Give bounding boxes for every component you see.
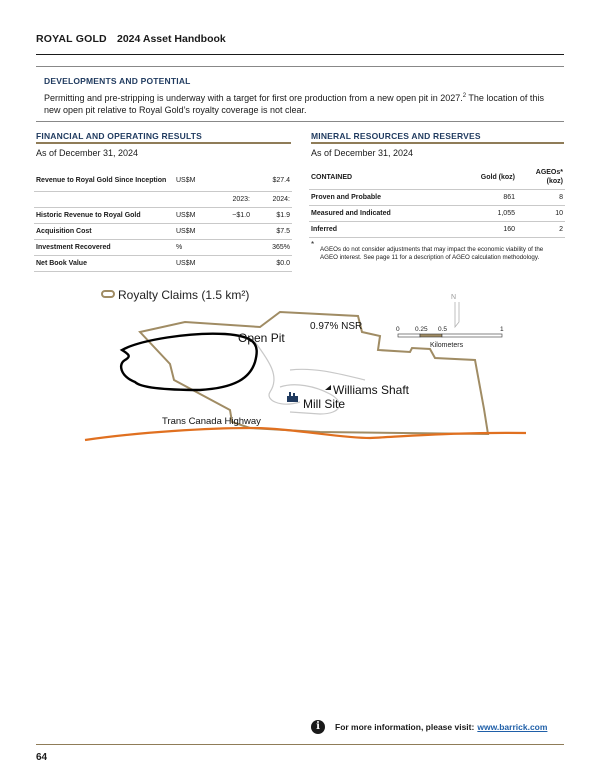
table-row bbox=[34, 170, 292, 192]
col-contained: CONTAINED bbox=[309, 165, 459, 190]
section-divider bbox=[36, 66, 564, 67]
header-rule bbox=[36, 54, 564, 55]
footer-text: For more information, please visit: bbox=[335, 722, 475, 732]
table-row bbox=[34, 224, 292, 240]
financial-as-of: As of December 31, 2024 bbox=[36, 148, 139, 158]
developments-text-2: The location of this new open pit relative to Royal Gold’s royalty coverage is not clear. bbox=[44, 93, 544, 115]
col-gold: Gold (koz) bbox=[459, 165, 517, 190]
mineral-as-of: As of December 31, 2024 bbox=[311, 148, 414, 158]
row-2023 bbox=[210, 224, 252, 240]
footnote-text: AGEOs do not consider adjustments that may impact the economic viability of the AGEO interest. See page 11 for a description of AGEO calculation methodology. bbox=[320, 246, 544, 261]
table-row bbox=[309, 190, 565, 206]
col-ageos: AGEOs* (koz) bbox=[517, 165, 565, 190]
row-label: Proven and Probable bbox=[309, 190, 459, 206]
developments-text-1: Permitting and pre-stripping is underway with a target for first ore production from a new open pit in 2027. bbox=[44, 93, 463, 103]
row-2023 bbox=[210, 240, 252, 256]
row-2024: $1.9 bbox=[252, 208, 292, 224]
row-gold: 861 bbox=[459, 190, 517, 206]
row-unit: % bbox=[174, 240, 210, 256]
row-label: Net Book Value bbox=[34, 256, 174, 272]
table-row bbox=[309, 222, 565, 238]
row-label: Measured and Indicated bbox=[309, 206, 459, 222]
table-row bbox=[34, 240, 292, 256]
mineral-rule bbox=[311, 142, 564, 144]
row-2023 bbox=[210, 256, 252, 272]
scale-unit: Kilometers bbox=[430, 342, 464, 349]
row-ageos: 8 bbox=[517, 190, 565, 206]
developments-body bbox=[44, 90, 554, 116]
row-2024: 2024: bbox=[252, 192, 292, 208]
legend-swatch bbox=[102, 291, 114, 297]
row-unit bbox=[174, 192, 210, 208]
highway-line bbox=[85, 428, 526, 440]
row-2023: 2023: bbox=[210, 192, 252, 208]
row-label: Acquisition Cost bbox=[34, 224, 174, 240]
road bbox=[290, 369, 365, 380]
mineral-table bbox=[309, 165, 565, 238]
row-label: Historic Revenue to Royal Gold bbox=[34, 208, 174, 224]
info-icon: i bbox=[311, 720, 325, 734]
table-row bbox=[34, 192, 292, 208]
financial-table bbox=[34, 170, 292, 272]
table-header-row bbox=[309, 165, 565, 190]
financial-rule bbox=[36, 142, 291, 144]
nsr-label: 0.97% NSR bbox=[310, 321, 363, 332]
company-name: ROYAL GOLD bbox=[36, 33, 107, 45]
row-ageos: 2 bbox=[517, 222, 565, 238]
table-row bbox=[309, 206, 565, 222]
financial-heading: FINANCIAL AND OPERATING RESULTS bbox=[36, 131, 202, 141]
mill-site-label: Mill Site bbox=[303, 397, 346, 411]
mill-icon bbox=[287, 392, 298, 402]
row-ageos: 10 bbox=[517, 206, 565, 222]
highway-label: Trans Canada Highway bbox=[162, 416, 261, 427]
open-pit-label: Open Pit bbox=[238, 331, 285, 345]
row-gold: 160 bbox=[459, 222, 517, 238]
row-2024: $27.4 bbox=[252, 170, 292, 192]
row-2024: $0.0 bbox=[252, 256, 292, 272]
section-divider bbox=[36, 121, 564, 122]
page-number: 64 bbox=[36, 752, 48, 763]
mineral-heading: MINERAL RESOURCES AND RESERVES bbox=[311, 131, 481, 141]
north-label: N bbox=[451, 294, 457, 301]
row-2024: $7.5 bbox=[252, 224, 292, 240]
property-map bbox=[80, 282, 530, 447]
footnote-ref: 2 bbox=[462, 93, 467, 99]
barrick-link[interactable]: www.barrick.com bbox=[477, 722, 548, 732]
legend-label: Royalty Claims (1.5 km²) bbox=[118, 288, 250, 302]
table-row bbox=[34, 256, 292, 272]
row-2023: ~$1.0 bbox=[210, 208, 252, 224]
row-unit: US$M bbox=[174, 208, 210, 224]
shaft-icon bbox=[325, 385, 331, 390]
open-pit-outline bbox=[121, 334, 257, 390]
scale-tick: 0.5 bbox=[438, 326, 448, 333]
row-label: Inferred bbox=[309, 222, 459, 238]
footer-info bbox=[311, 720, 547, 734]
developments-heading: DEVELOPMENTS AND POTENTIAL bbox=[44, 76, 191, 86]
row-unit: US$M bbox=[174, 170, 210, 192]
row-label: Investment Recovered bbox=[34, 240, 174, 256]
footer-rule bbox=[36, 744, 564, 745]
handbook-title: 2024 Asset Handbook bbox=[117, 33, 226, 45]
row-2024: 365% bbox=[252, 240, 292, 256]
row-2023 bbox=[210, 170, 252, 192]
table-row bbox=[34, 208, 292, 224]
row-label bbox=[34, 192, 174, 208]
row-gold: 1,055 bbox=[459, 206, 517, 222]
footnote-star: * bbox=[311, 240, 315, 249]
scale-tick: 0 bbox=[396, 326, 400, 333]
north-arrow-icon bbox=[454, 302, 464, 327]
row-unit: US$M bbox=[174, 256, 210, 272]
scale-tick: 0.25 bbox=[415, 326, 428, 333]
williams-shaft-label: Williams Shaft bbox=[333, 383, 410, 397]
row-unit: US$M bbox=[174, 224, 210, 240]
scale-tick: 1 bbox=[500, 326, 504, 333]
scale-bar bbox=[398, 334, 502, 337]
row-label: Revenue to Royal Gold Since Inception bbox=[34, 170, 174, 192]
